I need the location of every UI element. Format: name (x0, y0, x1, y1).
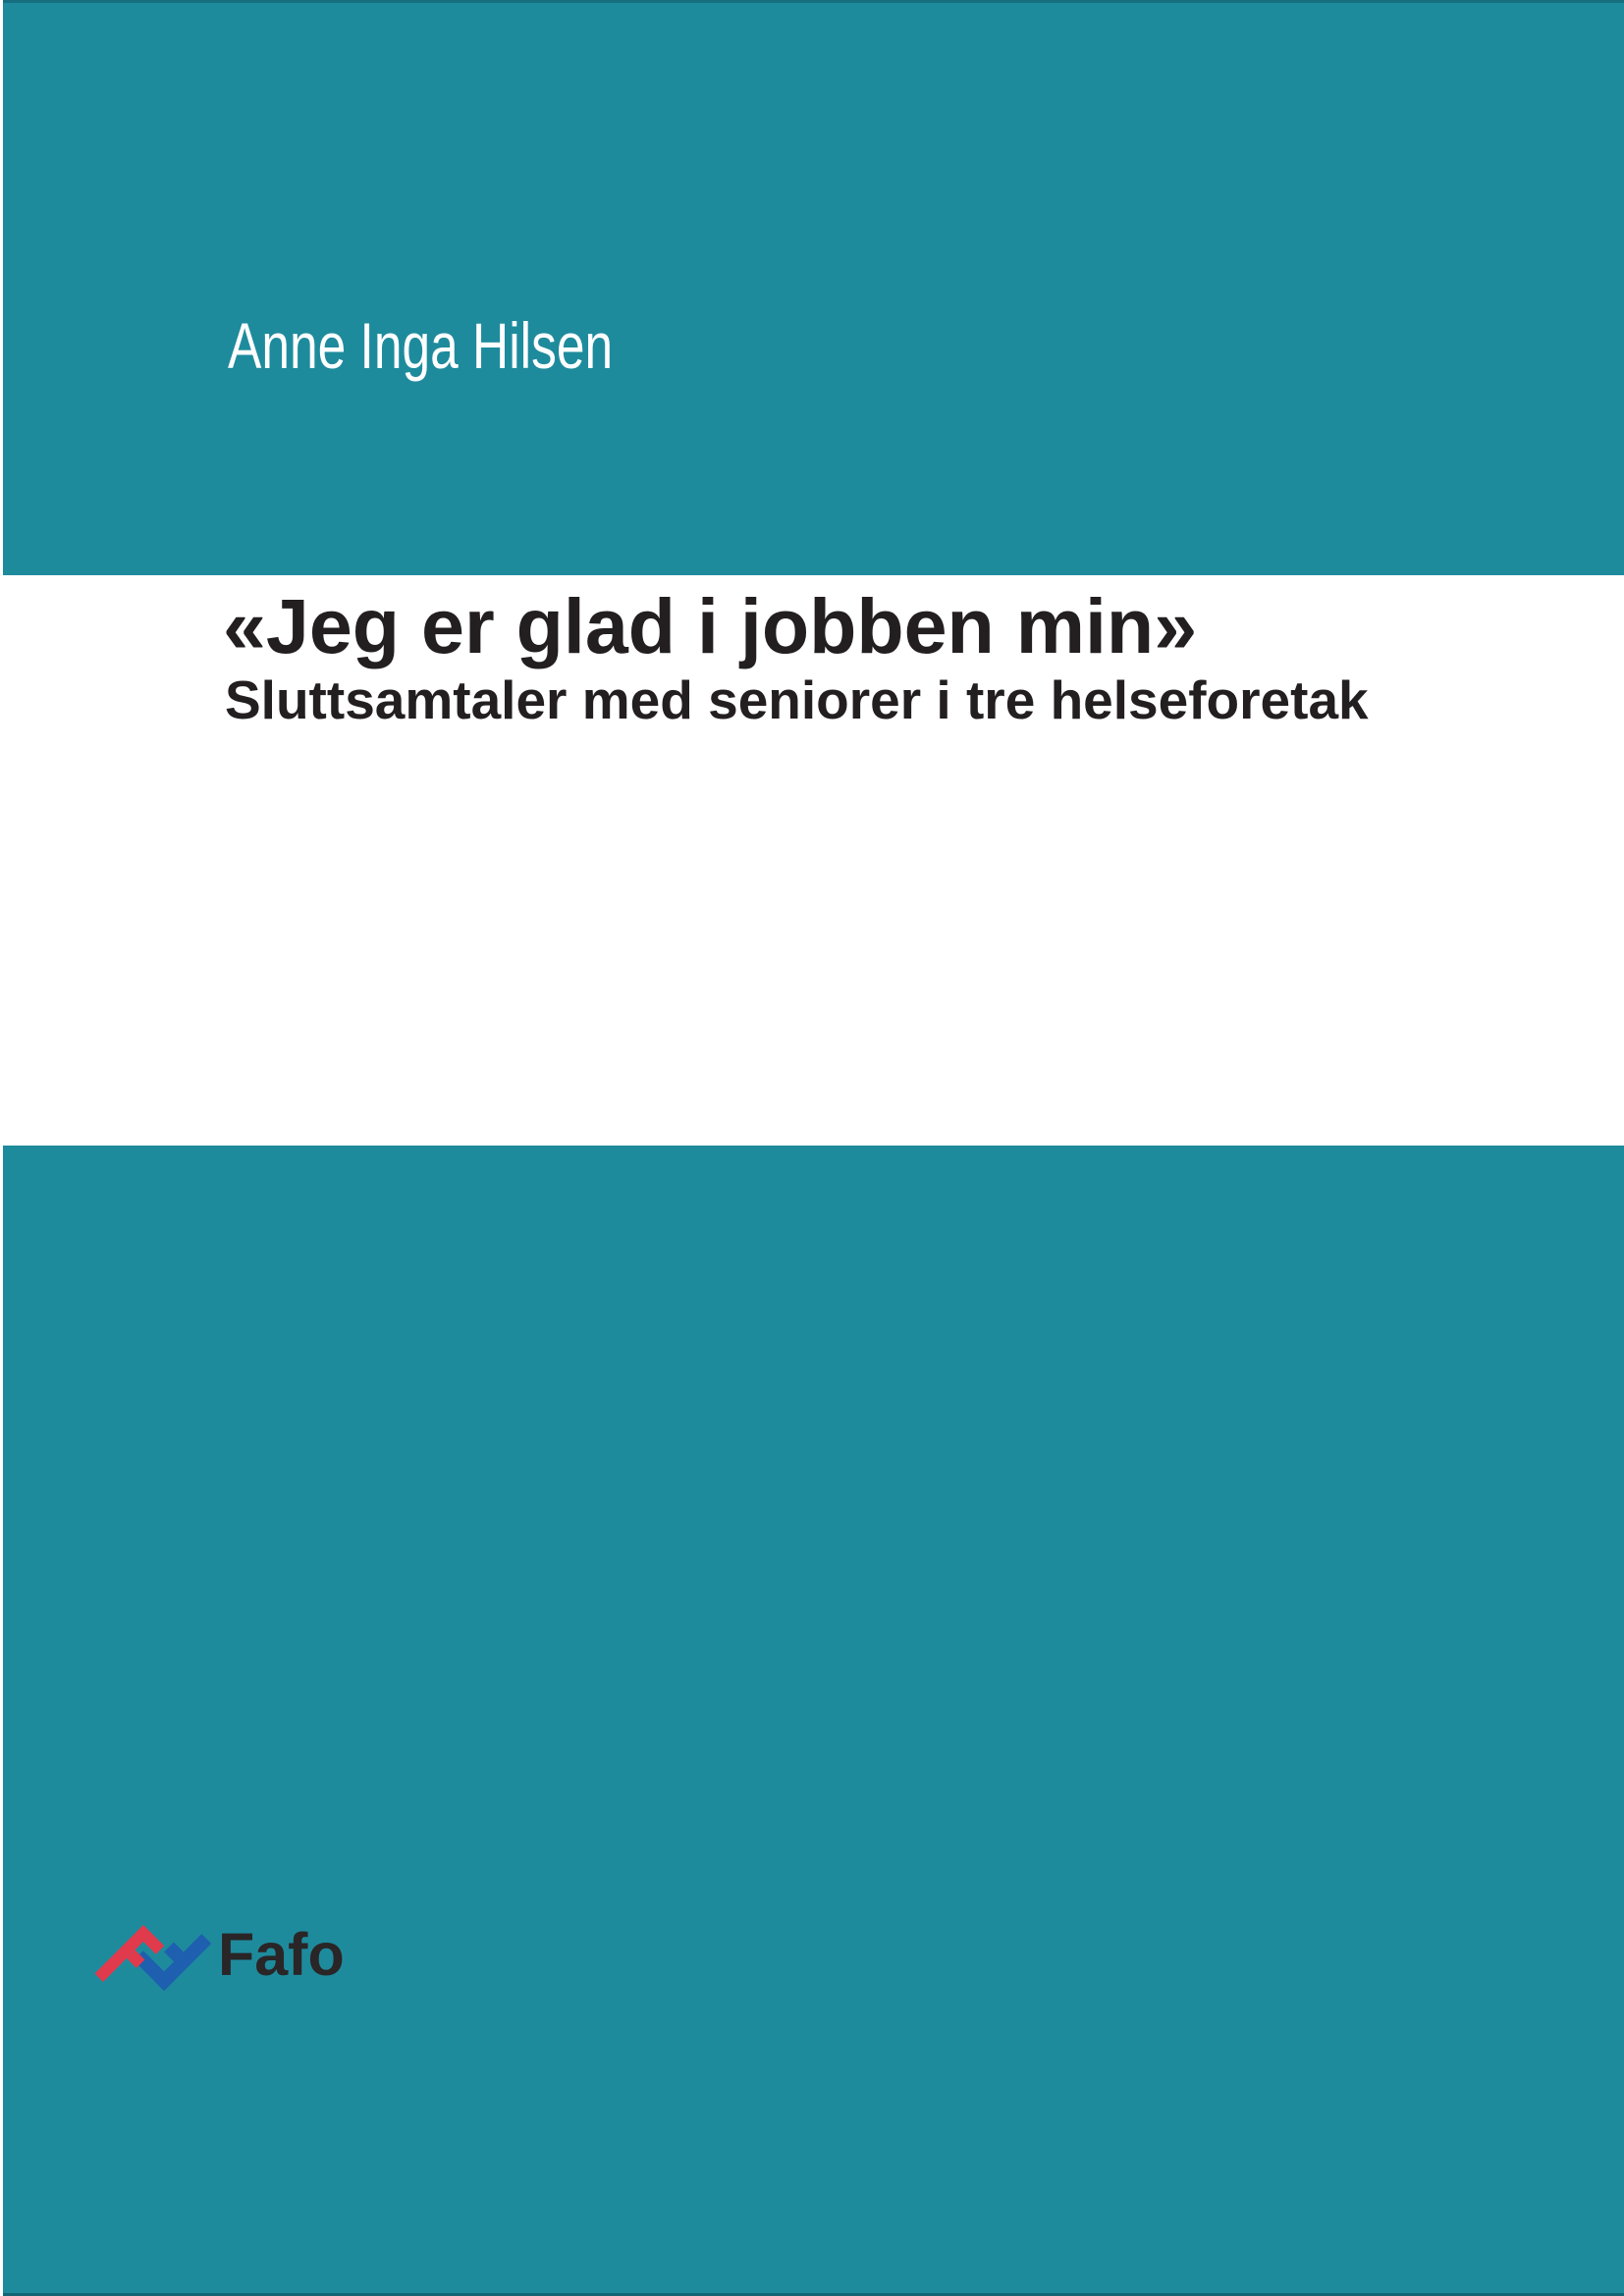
top-teal-band (0, 0, 1624, 575)
logo-blue-v-shape (134, 1913, 211, 1991)
cover-title: «Jeg er glad i jobben min» (223, 582, 1198, 669)
bottom-teal-band (0, 1146, 1624, 2296)
cover-author-name: Anne Inga Hilsen (228, 309, 614, 382)
top-edge-line (3, 0, 1624, 3)
fafo-wordmark: Fafo (218, 1921, 345, 1988)
cover-subtitle: Sluttsamtaler med seniorer i tre helseforetak (225, 669, 1369, 730)
left-edge-margin (0, 0, 3, 2296)
logo-red-f-shape (95, 1925, 165, 1995)
fafo-logo-mark-icon (88, 1909, 216, 2007)
